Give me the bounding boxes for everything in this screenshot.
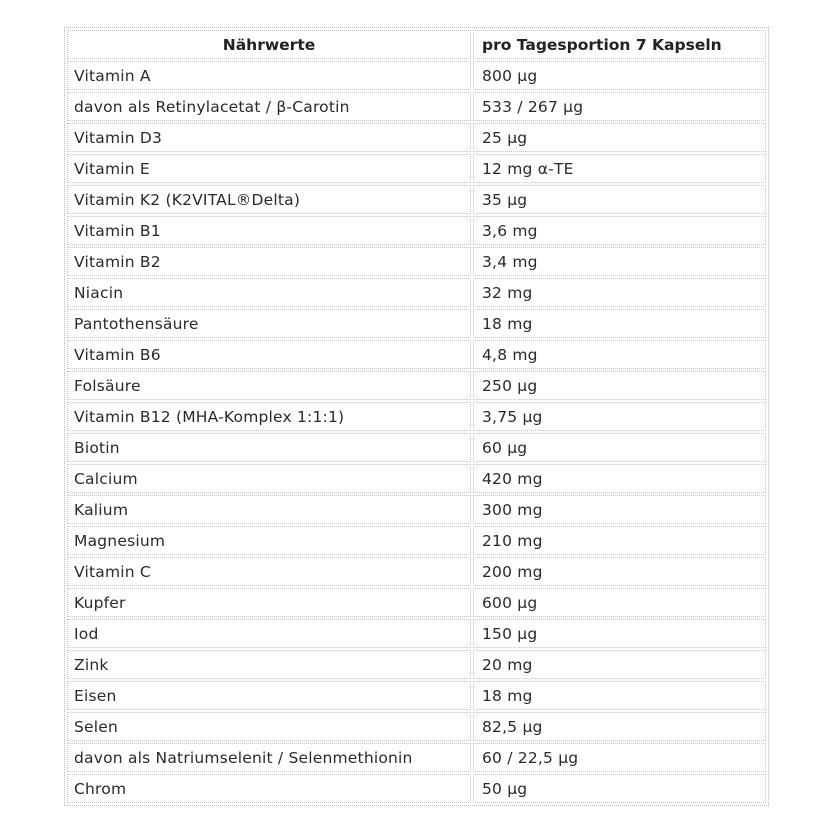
- table-row: [67, 340, 766, 369]
- nutrient-name-cell: Vitamin D3: [67, 123, 471, 152]
- nutrition-table: [64, 27, 769, 806]
- table-row: [67, 588, 766, 617]
- nutrient-amount-cell: 35 µg: [473, 185, 766, 214]
- nutrient-name-cell: Kupfer: [67, 588, 471, 617]
- table-row: [67, 619, 766, 648]
- nutrient-name-cell: Zink: [67, 650, 471, 679]
- table-row: [67, 123, 766, 152]
- table-row: [67, 681, 766, 710]
- nutrient-amount-cell: 420 mg: [473, 464, 766, 493]
- table-header: [67, 30, 766, 59]
- nutrient-name-cell: Vitamin E: [67, 154, 471, 183]
- header-daily-serving: pro Tagesportion 7 Kapseln: [473, 30, 766, 59]
- table-row: [67, 774, 766, 803]
- nutrient-name-cell: Pantothensäure: [67, 309, 471, 338]
- nutrient-amount-cell: 82,5 µg: [473, 712, 766, 741]
- nutrient-name-cell: Selen: [67, 712, 471, 741]
- table-row: [67, 216, 766, 245]
- nutrient-amount-cell: 60 µg: [473, 433, 766, 462]
- nutrient-name-cell: Vitamin C: [67, 557, 471, 586]
- nutrient-amount-cell: 50 µg: [473, 774, 766, 803]
- nutrient-amount-cell: 60 / 22,5 µg: [473, 743, 766, 772]
- table-row: [67, 61, 766, 90]
- table-row: [67, 464, 766, 493]
- nutrient-amount-cell: 12 mg α-TE: [473, 154, 766, 183]
- header-nutrients: Nährwerte: [67, 30, 471, 59]
- nutrient-name-cell: Magnesium: [67, 526, 471, 555]
- nutrient-name-cell: Kalium: [67, 495, 471, 524]
- nutrient-amount-cell: 25 µg: [473, 123, 766, 152]
- header-row: [67, 30, 766, 59]
- nutrient-name-cell: Calcium: [67, 464, 471, 493]
- table-row: [67, 278, 766, 307]
- nutrient-amount-cell: 3,6 mg: [473, 216, 766, 245]
- nutrient-name-cell: Chrom: [67, 774, 471, 803]
- nutrient-amount-cell: 800 µg: [473, 61, 766, 90]
- table-row: [67, 154, 766, 183]
- nutrient-name-cell: Vitamin B2: [67, 247, 471, 276]
- nutrient-amount-cell: 210 mg: [473, 526, 766, 555]
- nutrient-amount-cell: 20 mg: [473, 650, 766, 679]
- table-row: [67, 309, 766, 338]
- nutrient-name-cell: davon als Retinylacetat / β-Carotin: [67, 92, 471, 121]
- nutrient-amount-cell: 32 mg: [473, 278, 766, 307]
- table-row: [67, 557, 766, 586]
- nutrient-name-cell: Vitamin B12 (MHA-Komplex 1:1:1): [67, 402, 471, 431]
- table-row: [67, 743, 766, 772]
- table-row: [67, 712, 766, 741]
- table-row: [67, 371, 766, 400]
- nutrient-name-cell: Vitamin K2 (K2VITAL®Delta): [67, 185, 471, 214]
- nutrient-name-cell: Iod: [67, 619, 471, 648]
- nutrient-amount-cell: 3,75 µg: [473, 402, 766, 431]
- table-row: [67, 433, 766, 462]
- nutrient-amount-cell: 4,8 mg: [473, 340, 766, 369]
- nutrient-name-cell: Eisen: [67, 681, 471, 710]
- nutrient-amount-cell: 533 / 267 µg: [473, 92, 766, 121]
- nutrient-name-cell: Vitamin B6: [67, 340, 471, 369]
- nutrient-amount-cell: 150 µg: [473, 619, 766, 648]
- nutrient-amount-cell: 250 µg: [473, 371, 766, 400]
- table-body: [67, 61, 766, 803]
- table-row: [67, 402, 766, 431]
- table-row: [67, 495, 766, 524]
- nutrient-amount-cell: 18 mg: [473, 309, 766, 338]
- nutrient-amount-cell: 600 µg: [473, 588, 766, 617]
- table-row: [67, 92, 766, 121]
- nutrient-amount-cell: 18 mg: [473, 681, 766, 710]
- table-row: [67, 247, 766, 276]
- nutrient-name-cell: Biotin: [67, 433, 471, 462]
- table-row: [67, 526, 766, 555]
- nutrient-name-cell: Niacin: [67, 278, 471, 307]
- nutrient-name-cell: Vitamin B1: [67, 216, 471, 245]
- nutrient-amount-cell: 3,4 mg: [473, 247, 766, 276]
- table-row: [67, 185, 766, 214]
- nutrient-name-cell: Folsäure: [67, 371, 471, 400]
- nutrient-amount-cell: 300 mg: [473, 495, 766, 524]
- nutrient-amount-cell: 200 mg: [473, 557, 766, 586]
- table-row: [67, 650, 766, 679]
- nutrient-name-cell: davon als Natriumselenit / Selenmethionin: [67, 743, 471, 772]
- nutrient-name-cell: Vitamin A: [67, 61, 471, 90]
